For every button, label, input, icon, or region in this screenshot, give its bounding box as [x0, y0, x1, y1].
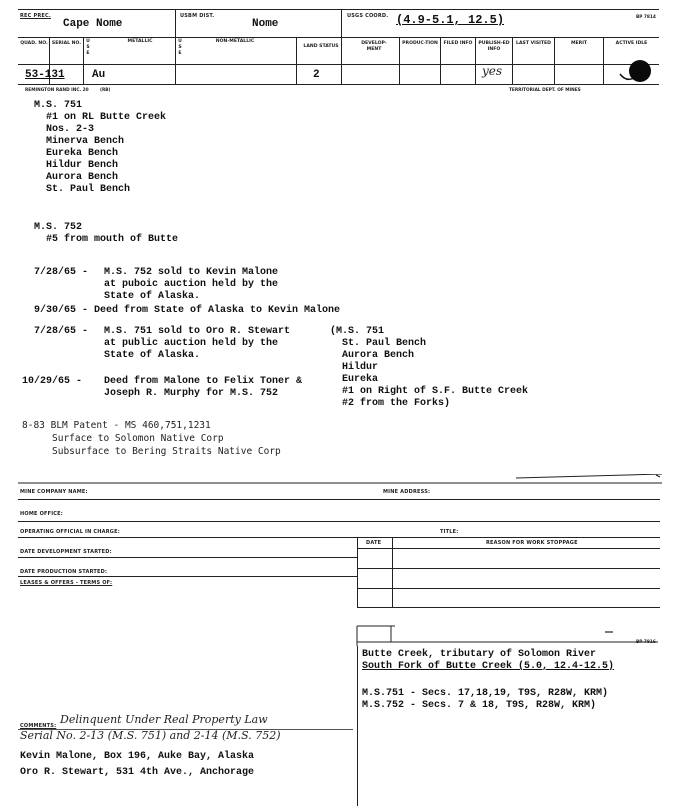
usgs-coord-value: (4.9-5.1, 12.5)	[396, 13, 505, 27]
header-row-rule	[18, 64, 659, 65]
record-land-status: 2	[313, 69, 320, 81]
header-mid-rule	[18, 37, 659, 38]
col-header-development: DEVELOP-MENT	[361, 41, 387, 52]
entry-side-line: #1 on Right of S.F. Butte Creek	[342, 386, 529, 397]
header-divider	[175, 9, 176, 84]
entry-line: State of Alaska.	[104, 350, 201, 361]
active-status-mark	[618, 56, 652, 86]
form-rule	[18, 537, 660, 538]
ms751-line: Nos. 2-3	[46, 124, 95, 135]
comments-handwritten: Delinquent Under Real Property Law	[60, 713, 268, 726]
entry-date: 7/28/65 -	[34, 326, 89, 337]
ms752-heading: M.S. 752	[34, 222, 83, 233]
location-sec-line: M.S.751 - Secs. 17,18,19, T9S, R28W, KRM)	[362, 688, 609, 699]
comments-typed: Kevin Malone, Box 196, Auke Bay, Alaska	[20, 751, 255, 762]
form-rule	[18, 499, 660, 500]
ms751-line: Eureka Bench	[46, 148, 119, 159]
comments-label: COMMENTS:	[20, 723, 57, 729]
form-rule	[18, 576, 357, 577]
header-bottom-rule	[18, 84, 659, 85]
printer-code: (RB)	[100, 88, 111, 93]
table-rule	[357, 548, 660, 549]
entry-line: M.S. 751 sold to Oro R. Stewart	[104, 326, 291, 337]
table-rule	[357, 588, 660, 589]
col-header-use-metallic: U S E	[86, 39, 90, 56]
date-column-label: DATE	[366, 540, 382, 546]
usgs-coord-label: USGS COORD.	[347, 13, 389, 19]
col-divider	[83, 37, 84, 84]
usbm-dist-value: Nome	[252, 18, 279, 30]
entry-line: Deed from Malone to Felix Toner &	[104, 376, 303, 387]
entry-side-line: St. Paul Bench	[342, 338, 427, 349]
mine-company-rule	[16, 474, 664, 486]
leases-offers-label: LEASES & OFFERS - TERMS OF:	[20, 580, 113, 586]
entry-line: 9/30/65 - Deed from State of Alaska to Kevin Malone	[34, 305, 341, 316]
rec-prec-value: Cape Nome	[63, 18, 123, 30]
record-quad-no: 53-131	[25, 69, 65, 81]
entry-side-line: Aurora Bench	[342, 350, 415, 361]
date-production-started-label: DATE PRODUCTION STARTED:	[20, 569, 108, 575]
entry-line: Subsurface to Bering Straits Native Corp	[52, 446, 281, 457]
printer-name: REMINGTON RAND INC. 20	[25, 88, 89, 93]
entry-side-line: #2 from the Forks)	[342, 398, 451, 409]
entry-date: 7/28/65 -	[34, 267, 89, 278]
location-sec-line: M.S.752 - Secs. 7 & 18, T9S, R28W, KRM)	[362, 700, 597, 711]
location-form-number: BP 7816	[636, 640, 656, 645]
comments-handwritten: Serial No. 2-13 (M.S. 751) and 2-14 (M.S. 752)	[20, 729, 281, 742]
ms752-line: #5 from mouth of Butte	[46, 234, 179, 245]
department-name: TERRITORIAL DEPT. OF MINES	[509, 88, 581, 93]
location-box-border	[357, 646, 358, 806]
col-header-non-metallic: NON-METALLIC	[215, 39, 255, 44]
form-rule	[18, 521, 660, 522]
entry-side-line: Hildur	[342, 362, 379, 373]
entry-line: at public auction held by the	[104, 338, 279, 349]
entry-line: M.S. 752 sold to Kevin Malone	[104, 267, 279, 278]
location-line: Butte Creek, tributary of Solomon River	[362, 649, 597, 660]
header-top-rule	[18, 9, 659, 10]
entry-line: Joseph R. Murphy for M.S. 752	[104, 388, 279, 399]
record-published-info: yes	[482, 64, 503, 78]
col-divider	[399, 37, 400, 84]
col-header-filed-info: FILED INFO	[443, 41, 473, 46]
col-header-merit: MERIT	[570, 41, 588, 46]
title-label: TITLE:	[440, 529, 459, 535]
entry-line: State of Alaska.	[104, 291, 201, 302]
form-number: BP 7814	[636, 15, 656, 20]
col-header-production: PRODUC-TION	[402, 41, 438, 46]
location-box-frame	[355, 622, 660, 648]
entry-line: Surface to Solomon Native Corp	[52, 433, 224, 444]
col-header-land-status: LAND STATUS	[303, 44, 339, 49]
col-header-active-idle: ACTIVE IDLE	[615, 41, 648, 46]
reason-column-label: REASON FOR WORK STOPPAGE	[486, 540, 578, 546]
comments-typed: Oro R. Stewart, 531 4th Ave., Anchorage	[20, 767, 255, 778]
ms751-line: #1 on RL Butte Creek	[46, 112, 167, 123]
ms751-line: Aurora Bench	[46, 172, 119, 183]
col-header-use-nonmetallic: U S E	[178, 39, 182, 56]
col-header-quad: QUAD. NO.	[20, 41, 48, 46]
entry-date: 10/29/65 -	[22, 376, 83, 387]
form-rule	[18, 557, 357, 558]
table-rule	[357, 607, 660, 608]
entry-line: 8-83 BLM Patent - MS 460,751,1231	[22, 420, 211, 431]
usbm-dist-label: USBM DIST.	[180, 13, 215, 19]
entry-side-line: Eureka	[342, 374, 379, 385]
rec-prec-label: REC PREC.	[20, 13, 51, 19]
ms751-heading: M.S. 751	[34, 100, 83, 111]
ms751-line: Hildur Bench	[46, 160, 119, 171]
col-header-metallic: METALLIC	[127, 39, 153, 44]
ms751-line: St. Paul Bench	[46, 184, 131, 195]
col-header-published-info: PUBLISH-ED INFO	[478, 41, 510, 52]
col-header-serial: SERIAL NO.	[51, 41, 82, 46]
table-rule	[357, 568, 660, 569]
col-header-last-visited: LAST VISITED	[516, 41, 551, 46]
location-line: South Fork of Butte Creek (5.0, 12.4-12.5)	[362, 661, 615, 672]
mine-address-label: MINE ADDRESS:	[383, 489, 431, 495]
operating-official-label: OPERATING OFFICIAL IN CHARGE:	[20, 529, 120, 535]
home-office-label: HOME OFFICE:	[20, 511, 63, 517]
entry-line: at puboic auction held by the	[104, 279, 279, 290]
record-metallic: Au	[92, 69, 106, 81]
date-development-started-label: DATE DEVELOPMENT STARTED:	[20, 549, 112, 555]
ms751-line: Minerva Bench	[46, 136, 125, 147]
entry-side-line: (M.S. 751	[330, 326, 385, 337]
mine-company-name-label: MINE COMPANY NAME:	[20, 489, 88, 495]
